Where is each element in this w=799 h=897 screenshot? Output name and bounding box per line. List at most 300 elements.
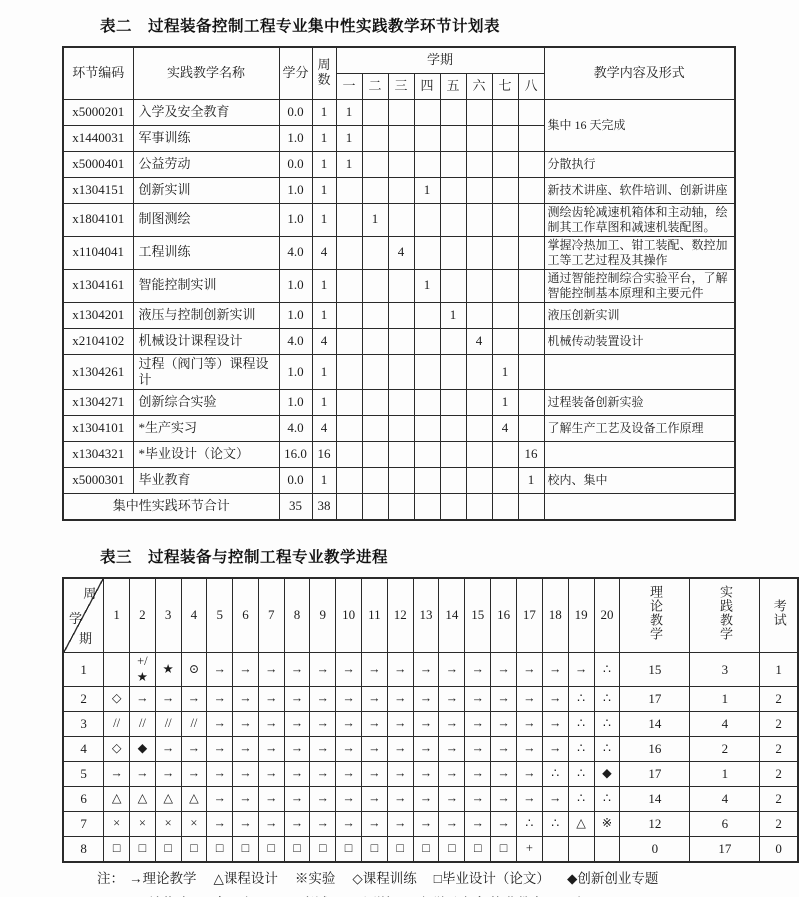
cell-week-5: →: [207, 812, 233, 837]
cell-sem-5: [440, 442, 466, 468]
table2-container: [0, 46, 799, 521]
cell-week-14: →: [439, 653, 465, 687]
cell-week-13: →: [413, 812, 439, 837]
cell-week-8: →: [284, 653, 310, 687]
cell-name: 制图测绘: [133, 203, 279, 236]
cell-week-8: →: [284, 737, 310, 762]
cell-name: 机械设计课程设计: [133, 328, 279, 354]
cell-semester-label: 3: [63, 712, 104, 737]
cell-sem-1: [336, 442, 362, 468]
cell-content: [544, 354, 735, 390]
cell-sem-7: [492, 442, 518, 468]
cell-weeks: 4: [312, 328, 336, 354]
table-row: [63, 269, 735, 302]
cell-sem-3: [388, 151, 414, 177]
table-row: [63, 203, 735, 236]
cell-code: x1804101: [63, 203, 133, 236]
header-content: 教学内容及形式: [544, 47, 735, 99]
cell-sem-7: [492, 203, 518, 236]
cell-name: 智能控制实训: [133, 269, 279, 302]
cell-content: 机械传动装置设计: [544, 328, 735, 354]
header-week-4: 4: [181, 578, 207, 653]
table3-header-row: [63, 578, 798, 653]
table-row: [63, 653, 798, 687]
cell-sem-2: 1: [362, 203, 388, 236]
corner-week-label: 周: [83, 585, 97, 601]
cell-week-2: ◆: [130, 737, 156, 762]
cell-credits: 4.0: [279, 236, 312, 269]
cell-sem-7: [492, 177, 518, 203]
cell-sem-2: [362, 99, 388, 125]
cell-week-20: ∴: [594, 712, 620, 737]
cell-week-20: ∴: [594, 737, 620, 762]
cell-sem-6: [466, 99, 492, 125]
cell-week-3: ×: [155, 812, 181, 837]
table-row: [63, 328, 735, 354]
cell-week-19: ∴: [568, 737, 594, 762]
cell-sem-6: [466, 203, 492, 236]
table-row: [63, 177, 735, 203]
table-row: [63, 151, 735, 177]
table-row: [63, 99, 735, 125]
cell-sem-6: [466, 468, 492, 494]
cell-week-14: →: [439, 737, 465, 762]
cell-credits: 1.0: [279, 125, 312, 151]
cell-content: 新技术讲座、软件培训、创新讲座: [544, 177, 735, 203]
cell-weeks: 1: [312, 269, 336, 302]
cell-week-1: →: [104, 762, 130, 787]
cell-weeks: 1: [312, 390, 336, 416]
cell-weeks: 1: [312, 354, 336, 390]
cell-sem-7: [492, 269, 518, 302]
cell-week-4: ×: [181, 812, 207, 837]
cell-semester-label: 2: [63, 687, 104, 712]
cell-sem-4: [414, 442, 440, 468]
cell-sem-4: 1: [414, 177, 440, 203]
cell-sem-3: [388, 302, 414, 328]
cell-content: [544, 442, 735, 468]
cell-sem-7: 1: [492, 390, 518, 416]
cell-code: x2104102: [63, 328, 133, 354]
table3-title: 表三 过程装备与控制工程专业教学进程: [100, 548, 389, 566]
cell-week-13: →: [413, 787, 439, 812]
header-week-12: 12: [387, 578, 413, 653]
cell-week-8: □: [284, 837, 310, 862]
cell-sem-7: [492, 236, 518, 269]
table-row: [63, 687, 798, 712]
cell-week-6: →: [233, 737, 259, 762]
cell-week-15: →: [465, 687, 491, 712]
cell-week-4: //: [181, 712, 207, 737]
cell-code: x1104041: [63, 236, 133, 269]
cell-sem-6: [466, 269, 492, 302]
cell-sem-7: 1: [492, 354, 518, 390]
table-row: [63, 302, 735, 328]
header-week-16: 16: [491, 578, 517, 653]
cell-week-16: →: [491, 653, 517, 687]
cell-week-6: →: [233, 653, 259, 687]
cell-week-13: →: [413, 687, 439, 712]
cell-week-15: □: [465, 837, 491, 862]
cell-week-2: //: [130, 712, 156, 737]
cell-week-7: →: [258, 787, 284, 812]
total-label: 集中性实践环节合计: [63, 494, 279, 520]
cell-sem-7: [492, 302, 518, 328]
cell-week-4: □: [181, 837, 207, 862]
cell-weeks: 1: [312, 302, 336, 328]
cell-code: x5000201: [63, 99, 133, 125]
cell-week-17: →: [516, 687, 542, 712]
header-week-15: 15: [465, 578, 491, 653]
cell-week-18: →: [542, 653, 568, 687]
cell-sem-6: [466, 302, 492, 328]
cell-sem-4: [414, 151, 440, 177]
cell-week-16: →: [491, 737, 517, 762]
cell-week-17: →: [516, 762, 542, 787]
header-semester-8: 八: [518, 73, 544, 99]
cell-sem-6: [466, 236, 492, 269]
header-week-6: 6: [233, 578, 259, 653]
cell-code: x1440031: [63, 125, 133, 151]
cell-week-4: →: [181, 737, 207, 762]
cell-theory-total: 0: [620, 837, 690, 862]
cell-week-15: →: [465, 762, 491, 787]
table2-title: 表二 过程装备控制工程专业集中性实践教学环节计划表: [100, 18, 501, 35]
table2-practice-plan: [62, 46, 736, 521]
cell-sem-3: [388, 99, 414, 125]
table2-header-row-1: [63, 47, 735, 73]
cell-week-3: △: [155, 787, 181, 812]
cell-code: x1304101: [63, 416, 133, 442]
cell-sem-3: [388, 354, 414, 390]
legend-item: △课程设计: [213, 870, 278, 886]
cell-week-6: →: [233, 787, 259, 812]
cell-sem-2: [362, 328, 388, 354]
cell-weeks: 1: [312, 177, 336, 203]
cell-week-10: →: [336, 762, 362, 787]
cell-sem-8: [518, 269, 544, 302]
header-week-2: 2: [130, 578, 156, 653]
cell-name: 创新综合实验: [133, 390, 279, 416]
cell-code: x1304161: [63, 269, 133, 302]
table-row: [63, 737, 798, 762]
cell-sem-7: [492, 125, 518, 151]
cell-sem-2: [362, 416, 388, 442]
cell-credits: 1.0: [279, 390, 312, 416]
cell-week-15: →: [465, 812, 491, 837]
legend-line-2: [123, 892, 799, 897]
cell-credits: 1.0: [279, 203, 312, 236]
vertical-label: 实践教学: [717, 585, 733, 642]
cell-sem-2: [362, 468, 388, 494]
cell-week-11: →: [361, 787, 387, 812]
header-week-13: 13: [413, 578, 439, 653]
cell-week-3: →: [155, 762, 181, 787]
legend-notes: [0, 867, 799, 897]
cell-week-20: ∴: [594, 653, 620, 687]
cell-sem-8: [518, 416, 544, 442]
cell-week-10: →: [336, 712, 362, 737]
header-week-5: 5: [207, 578, 233, 653]
cell-semester-label: 6: [63, 787, 104, 812]
cell-week-7: →: [258, 687, 284, 712]
cell-code: x1304321: [63, 442, 133, 468]
cell-sem-5: [440, 269, 466, 302]
cell-name: 工程训练: [133, 236, 279, 269]
cell-week-18: ∴: [542, 762, 568, 787]
cell-sem-8: [518, 203, 544, 236]
table-row: [63, 236, 735, 269]
cell-week-19: ∴: [568, 687, 594, 712]
table-row: [63, 416, 735, 442]
cell-practice-total: 1: [690, 762, 760, 787]
cell-content: 校内、集中: [544, 468, 735, 494]
cell-sem-3: [388, 442, 414, 468]
cell-week-10: →: [336, 687, 362, 712]
cell-content: 测绘齿轮减速机箱体和主动轴，绘制其工作草图和减速机装配图。: [544, 203, 735, 236]
cell-content: 液压创新实训: [544, 302, 735, 328]
total-content: [544, 494, 735, 520]
cell-week-1: ◇: [104, 687, 130, 712]
cell-week-10: →: [336, 812, 362, 837]
cell-sem-4: [414, 99, 440, 125]
cell-week-19: ∴: [568, 762, 594, 787]
cell-semester-label: 1: [63, 653, 104, 687]
vertical-label: 理论教学: [647, 585, 663, 642]
cell-week-15: →: [465, 787, 491, 812]
cell-week-9: →: [310, 653, 336, 687]
cell-theory-total: 16: [620, 737, 690, 762]
table-row: [63, 442, 735, 468]
total-sem-6: [466, 494, 492, 520]
cell-sem-4: [414, 125, 440, 151]
total-sem-2: [362, 494, 388, 520]
legend-item: [123, 892, 188, 897]
total-sem-8: [518, 494, 544, 520]
cell-sem-1: [336, 328, 362, 354]
cell-sem-5: [440, 99, 466, 125]
cell-name: 创新实训: [133, 177, 279, 203]
legend-item: □毕业设计（论文）: [433, 870, 550, 886]
cell-week-17: →: [516, 712, 542, 737]
header-semester-7: 七: [492, 73, 518, 99]
cell-name: 入学及安全教育: [133, 99, 279, 125]
cell-weeks: 1: [312, 151, 336, 177]
cell-content: 分散执行: [544, 151, 735, 177]
cell-semester-label: 8: [63, 837, 104, 862]
cell-week-15: →: [465, 653, 491, 687]
cell-sem-6: [466, 416, 492, 442]
cell-week-11: →: [361, 737, 387, 762]
cell-code: x5000401: [63, 151, 133, 177]
legend-item: [350, 892, 391, 897]
cell-practice-total: 4: [690, 712, 760, 737]
cell-name: *毕业设计（论文）: [133, 442, 279, 468]
cell-sem-1: [336, 354, 362, 390]
cell-week-16: →: [491, 687, 517, 712]
cell-content: 过程装备创新实验: [544, 390, 735, 416]
cell-week-1: △: [104, 787, 130, 812]
cell-week-5: →: [207, 787, 233, 812]
cell-sem-1: [336, 302, 362, 328]
cell-week-19: △: [568, 812, 594, 837]
cell-weeks: 16: [312, 442, 336, 468]
cell-week-4: →: [181, 687, 207, 712]
cell-week-7: □: [258, 837, 284, 862]
table3-teaching-schedule: [62, 577, 799, 863]
cell-sem-5: [440, 468, 466, 494]
cell-content: 通过智能控制综合实验平台，了解智能控制基本原理和主要元件: [544, 269, 735, 302]
cell-credits: 1.0: [279, 354, 312, 390]
cell-exam-total: 2: [760, 762, 798, 787]
table2-total-row: [63, 494, 735, 520]
cell-week-6: →: [233, 762, 259, 787]
cell-week-12: →: [387, 787, 413, 812]
cell-week-11: →: [361, 812, 387, 837]
cell-credits: 4.0: [279, 328, 312, 354]
cell-sem-1: 1: [336, 99, 362, 125]
cell-week-20: ※: [594, 812, 620, 837]
cell-week-15: →: [465, 712, 491, 737]
cell-sem-4: 1: [414, 269, 440, 302]
cell-practice-total: 2: [690, 737, 760, 762]
corner-week-semester: [63, 578, 104, 653]
cell-sem-4: [414, 390, 440, 416]
cell-sem-5: [440, 416, 466, 442]
cell-sem-3: [388, 390, 414, 416]
cell-week-17: →: [516, 787, 542, 812]
cell-sem-5: [440, 203, 466, 236]
cell-sem-3: [388, 203, 414, 236]
cell-sem-8: [518, 354, 544, 390]
cell-semester-label: 7: [63, 812, 104, 837]
total-sem-3: [388, 494, 414, 520]
cell-weeks: 1: [312, 203, 336, 236]
cell-sem-1: 1: [336, 151, 362, 177]
cell-week-20: [594, 837, 620, 862]
header-semester-1: 一: [336, 73, 362, 99]
cell-name: 液压与控制创新实训: [133, 302, 279, 328]
cell-sem-4: [414, 354, 440, 390]
cell-week-10: →: [336, 787, 362, 812]
cell-sem-5: [440, 354, 466, 390]
header-tail-3: [760, 578, 798, 653]
cell-week-9: →: [310, 687, 336, 712]
cell-week-9: □: [310, 837, 336, 862]
cell-sem-5: [440, 390, 466, 416]
legend-item: →理论教学: [129, 870, 197, 886]
cell-theory-total: 14: [620, 712, 690, 737]
cell-week-1: □: [104, 837, 130, 862]
cell-week-7: →: [258, 762, 284, 787]
cell-week-3: □: [155, 837, 181, 862]
cell-semester-label: 5: [63, 762, 104, 787]
cell-week-8: →: [284, 787, 310, 812]
cell-theory-total: 14: [620, 787, 690, 812]
cell-week-8: →: [284, 762, 310, 787]
cell-week-17: ∴: [516, 812, 542, 837]
cell-credits: 1.0: [279, 177, 312, 203]
table-row: [63, 712, 798, 737]
cell-sem-6: [466, 177, 492, 203]
cell-sem-4: [414, 328, 440, 354]
header-week-1: 1: [104, 578, 130, 653]
cell-week-7: →: [258, 812, 284, 837]
cell-week-5: →: [207, 687, 233, 712]
cell-sem-2: [362, 236, 388, 269]
table-row: [63, 468, 735, 494]
cell-week-13: →: [413, 737, 439, 762]
cell-sem-2: [362, 302, 388, 328]
header-week-19: 19: [568, 578, 594, 653]
legend-item: ◆创新创业专题: [566, 870, 659, 886]
cell-week-2: ×: [130, 812, 156, 837]
cell-week-12: →: [387, 762, 413, 787]
header-name: 实践教学名称: [133, 47, 279, 99]
cell-sem-8: [518, 151, 544, 177]
cell-week-3: ★: [155, 653, 181, 687]
cell-week-7: →: [258, 712, 284, 737]
cell-theory-total: 15: [620, 653, 690, 687]
cell-week-10: □: [336, 837, 362, 862]
corner-semester-label-2: 期: [79, 630, 93, 646]
cell-week-1: //: [104, 712, 130, 737]
cell-sem-5: [440, 328, 466, 354]
cell-sem-1: 1: [336, 125, 362, 151]
cell-sem-5: [440, 125, 466, 151]
cell-week-12: →: [387, 712, 413, 737]
header-semester-2: 二: [362, 73, 388, 99]
cell-week-18: →: [542, 787, 568, 812]
cell-week-17: +: [516, 837, 542, 862]
cell-sem-6: [466, 442, 492, 468]
cell-weeks: 4: [312, 416, 336, 442]
cell-name: 军事训练: [133, 125, 279, 151]
cell-sem-5: [440, 177, 466, 203]
cell-sem-1: [336, 236, 362, 269]
cell-weeks: 1: [312, 125, 336, 151]
cell-sem-8: [518, 390, 544, 416]
cell-code: x1304271: [63, 390, 133, 416]
cell-week-20: ∴: [594, 687, 620, 712]
header-semester-3: 三: [388, 73, 414, 99]
cell-weeks: 1: [312, 99, 336, 125]
cell-sem-7: [492, 328, 518, 354]
legend-item: ◇课程训练: [352, 870, 417, 886]
table3-container: [0, 577, 799, 863]
cell-sem-1: [336, 203, 362, 236]
cell-sem-7: 4: [492, 416, 518, 442]
cell-week-16: →: [491, 762, 517, 787]
cell-week-6: →: [233, 812, 259, 837]
cell-sem-6: [466, 390, 492, 416]
cell-week-13: →: [413, 712, 439, 737]
cell-sem-4: [414, 236, 440, 269]
cell-week-19: ∴: [568, 712, 594, 737]
cell-week-14: →: [439, 812, 465, 837]
cell-sem-4: [414, 302, 440, 328]
cell-sem-1: [336, 390, 362, 416]
cell-credits: 0.0: [279, 99, 312, 125]
table-row: [63, 390, 735, 416]
cell-week-18: [542, 837, 568, 862]
cell-week-13: □: [413, 837, 439, 862]
header-week-8: 8: [284, 578, 310, 653]
cell-sem-2: [362, 125, 388, 151]
cell-sem-8: 16: [518, 442, 544, 468]
table-row: [63, 354, 735, 390]
cell-week-2: △: [130, 787, 156, 812]
